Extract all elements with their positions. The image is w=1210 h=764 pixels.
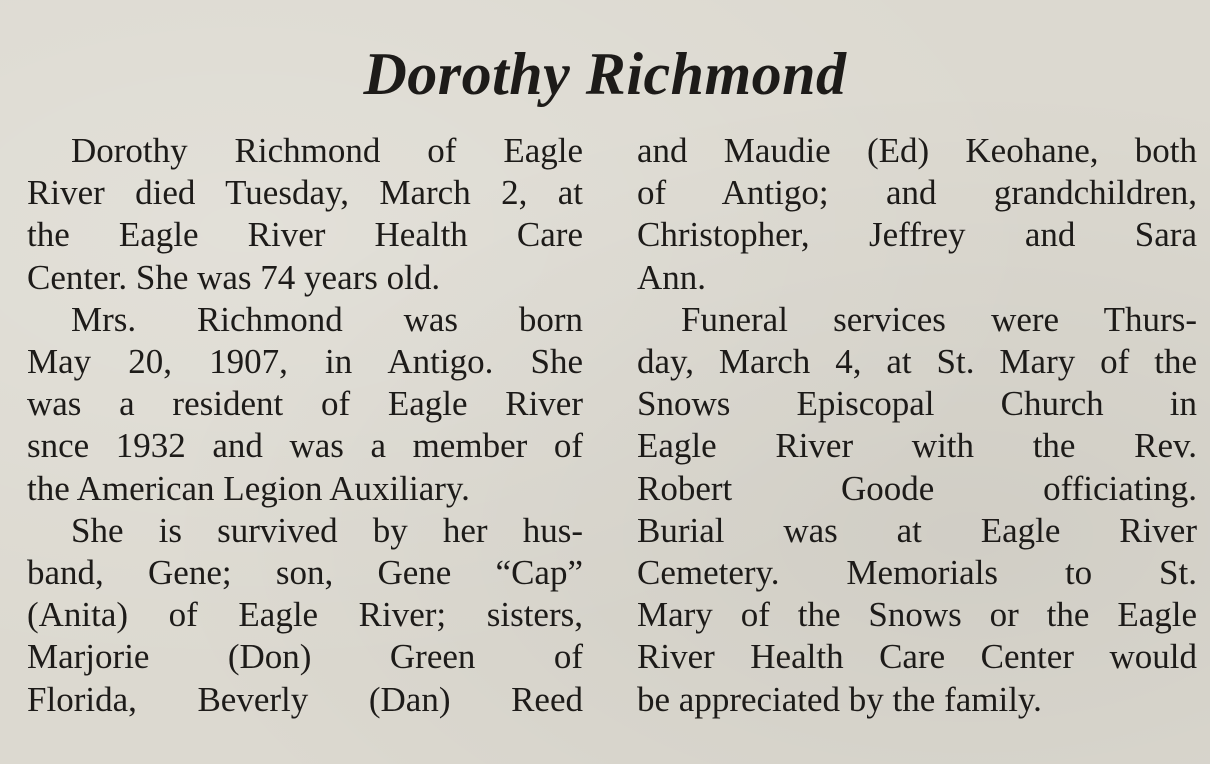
text-line: of Antigo; and grandchildren, xyxy=(637,173,1197,213)
text-line: Marjorie (Don) Green of xyxy=(27,637,583,677)
text-line: be appreciated by the family. xyxy=(637,679,1042,719)
text-line: day, March 4, at St. Mary of the xyxy=(637,342,1197,382)
right-column xyxy=(637,130,1197,721)
text-line: Burial was at Eagle River xyxy=(637,510,1197,550)
text-line: Dorothy Richmond of Eagle xyxy=(71,131,583,170)
text-line: Funeral services were Thurs- xyxy=(681,299,1197,339)
text-line: band, Gene; son, Gene “Cap” xyxy=(27,553,583,593)
text-line: Ann. xyxy=(637,257,707,297)
text-line: (Anita) of Eagle River; sisters, xyxy=(27,595,583,635)
text-line: Robert Goode officiating. xyxy=(637,468,1197,508)
text-line: Mary of the Snows or the Eagle xyxy=(637,595,1197,635)
text-line: She is survived by her hus- xyxy=(71,510,583,550)
text-line: Christopher, Jeffrey and Sara xyxy=(637,215,1197,255)
text-line: Center. She was 74 years old. xyxy=(27,257,441,297)
text-line: snce 1932 and was a member of xyxy=(27,426,583,466)
text-line: River died Tuesday, March 2, at xyxy=(27,173,583,213)
text-line: Cemetery. Memorials to St. xyxy=(637,553,1197,593)
text-line: the Eagle River Health Care xyxy=(27,215,583,255)
text-line: May 20, 1907, in Antigo. She xyxy=(27,342,583,382)
text-line: Mrs. Richmond was born xyxy=(71,299,583,339)
left-column xyxy=(27,130,583,721)
text-line: the American Legion Auxiliary. xyxy=(27,468,470,508)
text-line: Snows Episcopal Church in xyxy=(637,384,1197,424)
obituary-title: Dorothy Richmond xyxy=(363,41,847,107)
text-line: was a resident of Eagle River xyxy=(27,384,583,424)
text-line: Florida, Beverly (Dan) Reed xyxy=(27,679,583,719)
text-line: Eagle River with the Rev. xyxy=(637,426,1197,466)
text-line: River Health Care Center would xyxy=(637,637,1197,677)
text-line: and Maudie (Ed) Keohane, both xyxy=(637,131,1197,170)
